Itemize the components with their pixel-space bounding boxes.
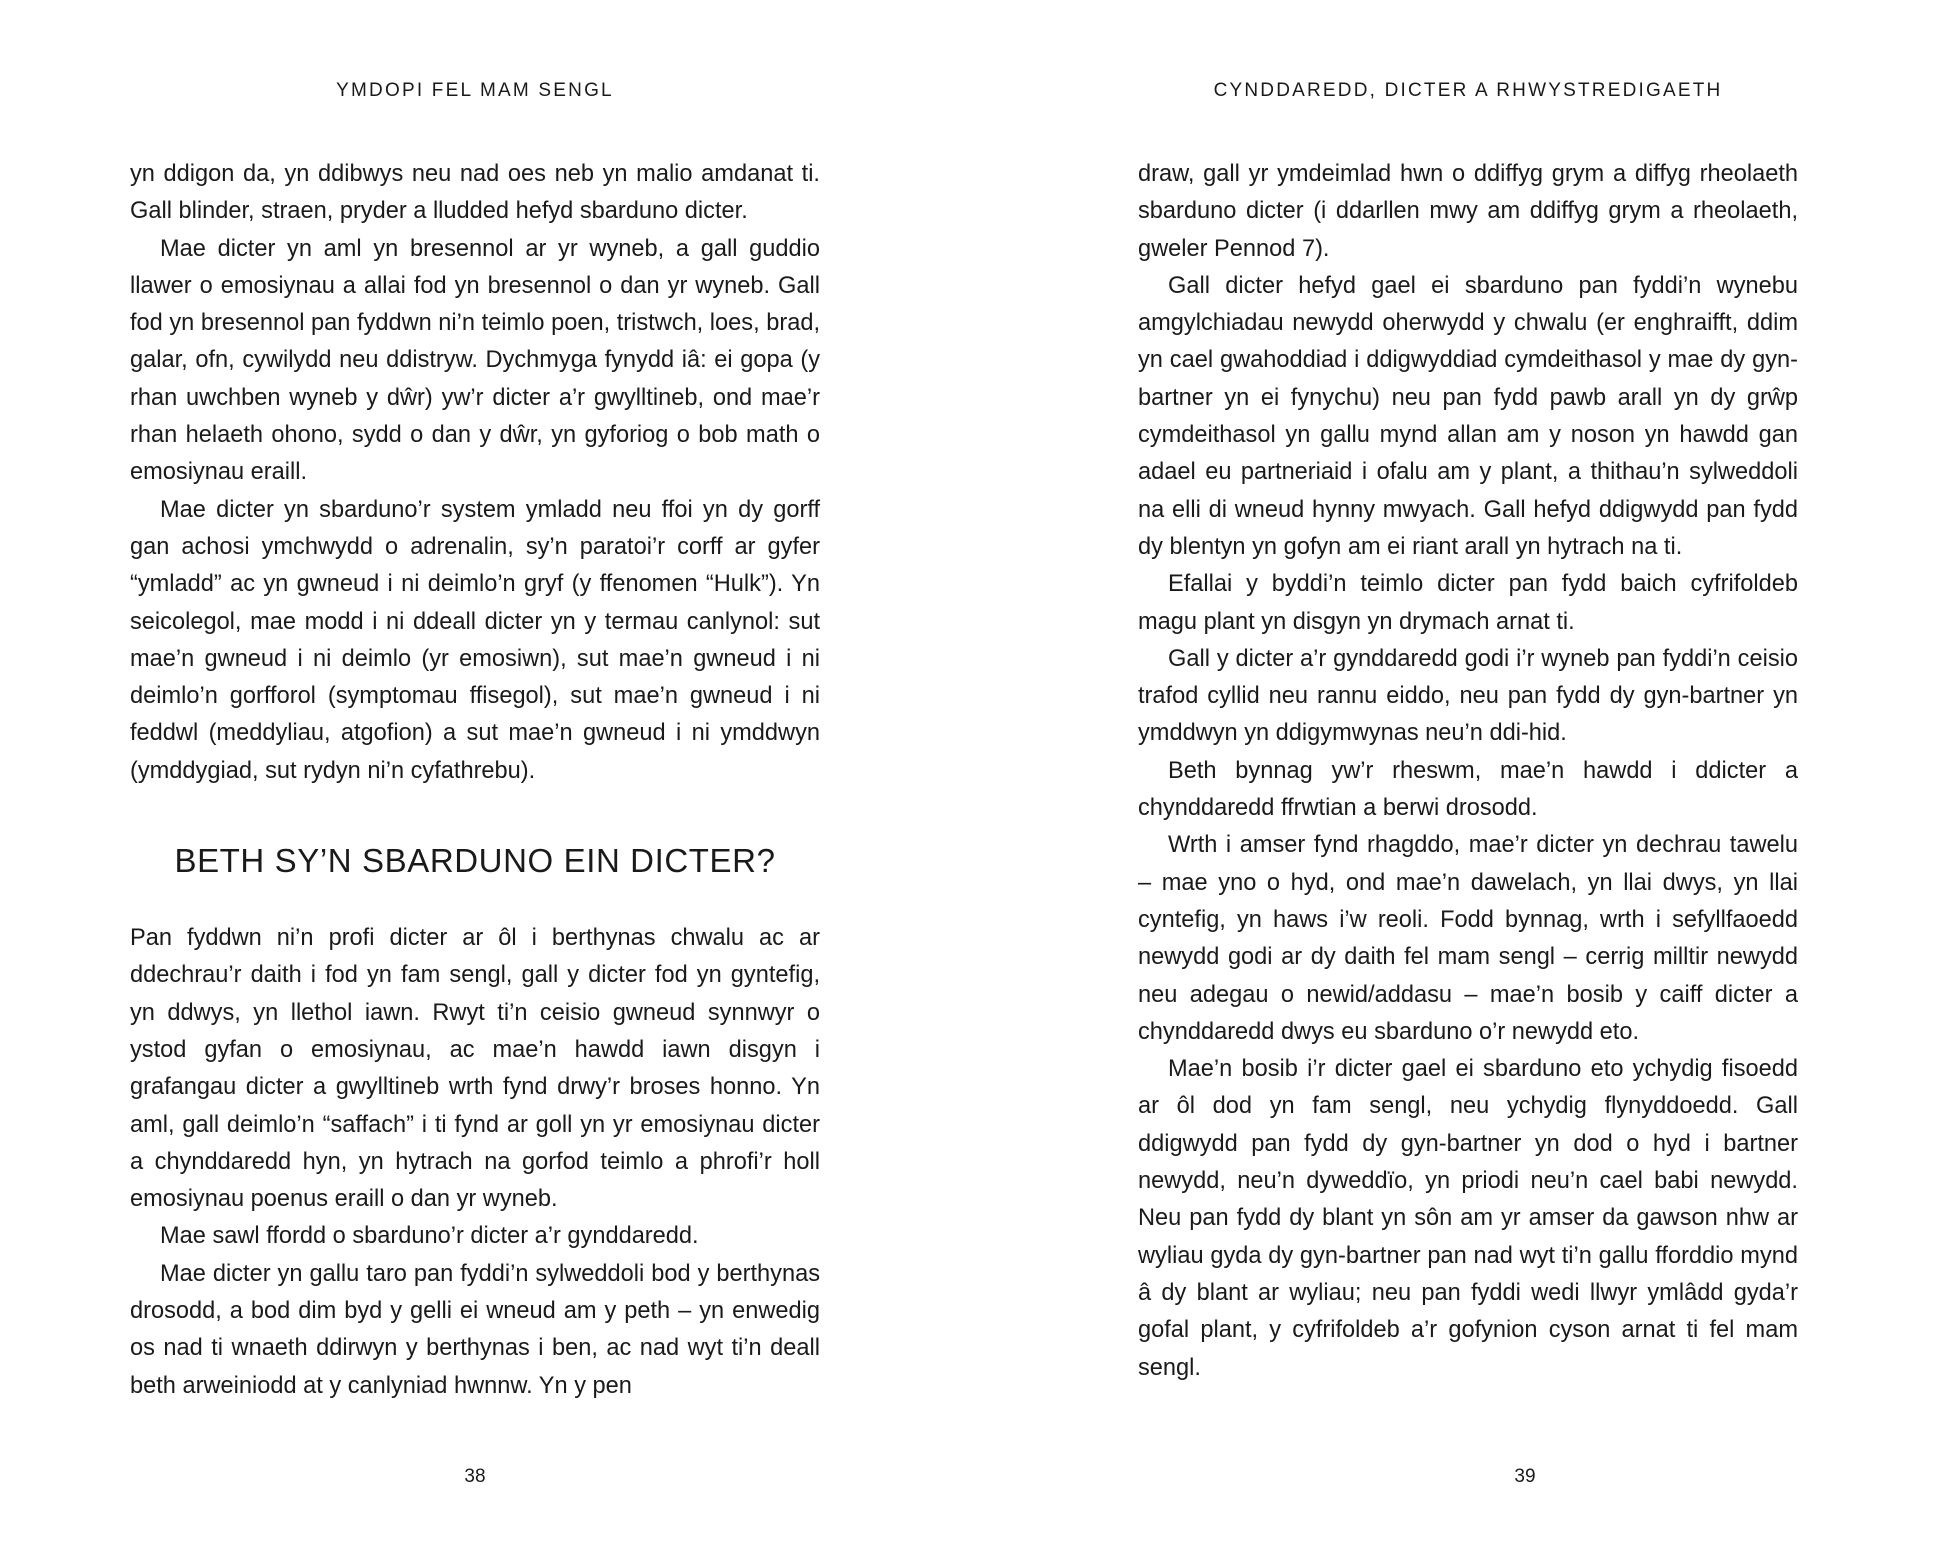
paragraph: yn ddigon da, yn ddibwys neu nad oes neb yn malio amdanat ti. Gall blinder, straen, pryder a lludded hefyd sbarduno dicter. <box>130 161 820 225</box>
paragraph: Pan fyddwn ni’n profi dicter ar ôl i berthynas chwalu ac ar ddechrau’r daith i fod yn fam sengl, gall y dicter fod yn gyntefig, yn ddwys, yn llethol iawn. Rwyt ti’n ceisio gwneud synnwyr o ystod gyfan o emosiynau, ac mae’n hawdd iawn disgyn i grafangau dicter a gwylltineb wrth fynd drwy’r broses honno. Yn aml, gall deimlo’n “saffach” i ti fynd ar goll yn yr emosiynau dicter a chynddaredd hyn, yn hytrach na gorfod teimlo a phrofi’r holl emosiynau poenus eraill o dan yr wyneb. <box>130 925 820 1213</box>
paragraph: draw, gall yr ymdeimlad hwn o ddiffyg grym a diffyg rheolaeth sbarduno dicter (i ddarllen mwy am ddiffyg grym a rheolaeth, gweler Pennod 7). <box>1138 161 1798 262</box>
page-number-left: 38 <box>464 1466 486 1487</box>
paragraph: Efallai y byddi’n teimlo dicter pan fydd baich cyfrifoldeb magu plant yn disgyn yn drymach arnat ti. <box>1138 571 1798 635</box>
right-body-text <box>1138 156 1798 1387</box>
paragraph: Mae dicter yn gallu taro pan fyddi’n sylweddoli bod y berthynas drosodd, a bod dim byd y gelli ei wneud am y peth – yn enwedig os nad ti wnaeth ddirwyn y berthynas i ben, ac nad wyt ti’n deall beth arweiniodd at y canlyniad hwnnw. Yn y pen <box>130 1260 820 1399</box>
paragraph: Gall y dicter a’r gynddaredd godi i’r wyneb pan fyddi’n ceisio trafod cyllid neu rannu eiddo, neu pan fydd dy gyn-bartner yn ymddwyn yn ddigymwynas neu’n ddi-hid. <box>1138 645 1798 747</box>
paragraph: Mae dicter yn aml yn bresennol ar yr wyneb, a gall guddio llawer o emosiynau a allai fod yn bresennol o dan yr wyneb. Gall fod yn bresennol pan fyddwn ni’n teimlo poen, tristwch, loes, brad, galar, ofn, cywilydd neu ddistryw. Dychmyga fynydd iâ: ei gopa (y rhan uwchben wyneb y dŵr) yw’r dicter a’r gwylltineb, ond mae’r rhan helaeth ohono, sydd o dan y dŵr, yn gyforiog o bob math o emosiynau eraill. <box>130 235 820 486</box>
paragraph: Mae sawl ffordd o sbarduno’r dicter a’r gynddaredd. <box>160 1223 699 1250</box>
paragraph: Beth bynnag yw’r rheswm, mae’n hawdd i ddicter a chynddaredd ffrwtian a berwi drosodd. <box>1138 757 1798 822</box>
running-head-right: CYNDDAREDD, DICTER A RHWYSTREDIGAETH <box>1213 80 1723 101</box>
running-head-left: YMDOPI FEL MAM SENGL <box>336 80 614 101</box>
paragraph: Mae’n bosib i’r dicter gael ei sbarduno eto ychydig fisoedd ar ôl dod yn fam sengl, neu ychydig flynyddoedd. Gall ddigwydd pan fydd dy gyn-bartner yn dod o hyd i bartner newydd, neu’n dyweddïo, yn priodi neu’n cael babi newydd. Neu pan fydd dy blant yn sôn am yr amser da gawson nhw ar wyliau gyda dy gyn-bartner pan nad wyt ti’n gallu fforddio mynd â dy blant ar wyliau; neu pan fyddi wedi llwyr ymlâdd gyda’r gofal plant, y cyfrifoldeb a’r gofynion cyson arnat ti fel mam sengl. <box>1138 1056 1798 1381</box>
paragraph: Gall dicter hefyd gael ei sbarduno pan fyddi’n wynebu amgylchiadau newydd oherwydd y chwalu (er enghraifft, ddim yn cael gwahoddiad i ddigwyddiad cymdeithasol y mae dy gyn-bartner yn ei fynychu) neu pan fydd pawb arall yn dy grŵp cymdeithasol yn gallu mynd allan am y noson yn hawdd gan adael eu partneriaid i ofalu am y plant, a thithau’n sylweddoli na elli di wneud hynny mwyach. Gall hefyd ddigwydd pan fydd dy blentyn yn gofyn am ei riant arall yn hytrach na ti. <box>1138 272 1798 560</box>
paragraph: Mae dicter yn sbarduno’r system ymladd neu ffoi yn dy gorff gan achosi ymchwydd o adrenalin, sy’n paratoi’r corff ar gyfer “ymladd” ac yn gwneud i ni deimlo’n gryf (y ffenomen “Hulk”). Yn seicolegol, mae modd i ni ddeall dicter yn y termau canlynol: sut mae’n gwneud i ni deimlo (yr emosiwn), sut mae’n gwneud i ni deimlo’n gorfforol (symptomau ffisegol), sut mae’n gwneud i ni feddwl (meddyliau, atgofion) a sut mae’n gwneud i ni ymddwyn (ymddygiad, sut rydyn ni’n cyfathrebu). <box>130 496 820 784</box>
page-number-right: 39 <box>1514 1466 1536 1487</box>
paragraph: Wrth i amser fynd rhagddo, mae’r dicter yn dechrau tawelu – mae yno o hyd, ond mae’n dawelach, yn llai dwys, yn llai cyntefig, yn haws i’w reoli. Fodd bynnag, wrth i sefyllfaoedd newydd godi ar dy daith fel mam sengl – cerrig milltir newydd neu adegau o newid/addasu – mae’n bosib y caiff dicter a chynddaredd dwys eu sbarduno o’r newydd eto. <box>1138 832 1798 1045</box>
left-body-text <box>130 156 820 1405</box>
right-page <box>973 0 1946 1557</box>
section-heading: BETH SY’N SBARDUNO EIN DICTER? <box>174 842 776 880</box>
